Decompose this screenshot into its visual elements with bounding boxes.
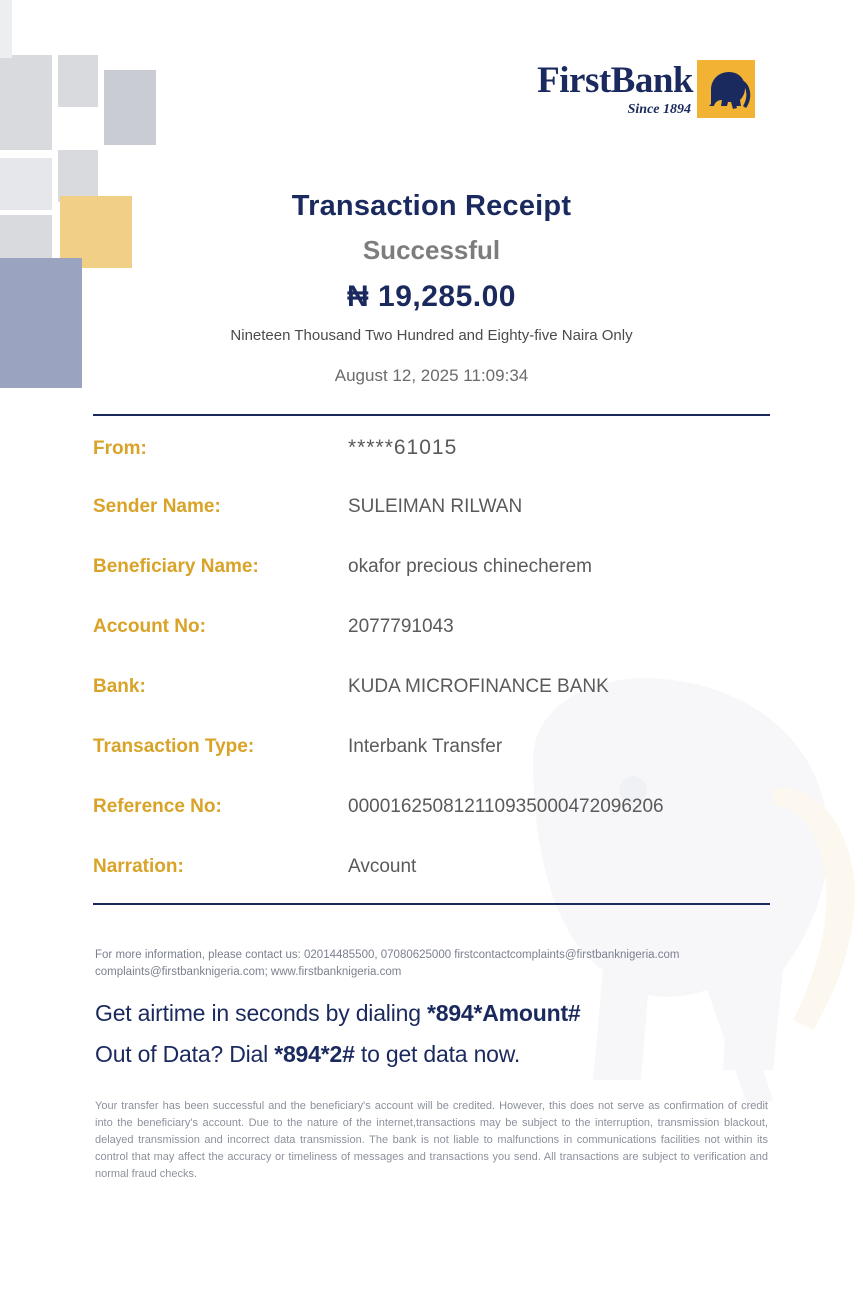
detail-value: SULEIMAN RILWAN (348, 496, 523, 517)
detail-value: Avcount (348, 856, 417, 877)
promo-prefix: Out of Data? Dial (95, 1041, 275, 1067)
detail-value: KUDA MICROFINANCE BANK (348, 676, 609, 697)
promo-line (95, 1041, 803, 1068)
divider-bottom (93, 903, 770, 905)
detail-value: Interbank Transfer (348, 736, 503, 757)
detail-value: *****61015 (348, 436, 458, 459)
deco-square (0, 0, 12, 58)
detail-value: 2077791043 (348, 616, 454, 637)
promo-code: *894*2# (274, 1041, 355, 1067)
promo-messages (95, 1000, 803, 1082)
detail-value: 000016250812110935000472096206 (348, 796, 664, 817)
page-title: Transaction Receipt (291, 190, 572, 222)
detail-row (93, 676, 803, 736)
detail-row (93, 436, 803, 496)
contact-line-2: complaints@firstbanknigeria.com; www.firstbanknigeria.com (95, 965, 402, 978)
transaction-details (93, 436, 803, 916)
detail-label: Account No: (93, 616, 206, 637)
detail-label: From: (93, 438, 147, 459)
elephant-icon (697, 60, 755, 118)
detail-label: Reference No: (93, 796, 222, 817)
logo-since: Since 1894 (627, 102, 691, 117)
receipt-header (0, 190, 863, 386)
divider-top (93, 414, 770, 416)
amount-in-words: Nineteen Thousand Two Hundred and Eighty-five Naira Only (230, 327, 633, 344)
deco-square (0, 55, 52, 150)
status-badge: Successful (362, 235, 501, 265)
contact-info (95, 947, 768, 980)
detail-label: Transaction Type: (93, 736, 255, 757)
disclaimer-text: Your transfer has been successful and the beneficiary's account will be credited. However, this does not serve as confirmation of credit into the beneficiary's account. Due to the nature of the internet,transactions may be subject to the interruption, transmission blackout, delayed transmission and incorrect data transmission. The bank is not liable to malfunctions in communications facilities not within its control that may affect the accuracy or timeliness of messages and transactions you send. All transactions are subject to verification and normal fraud checks. (95, 1100, 768, 1181)
amount-value: ₦ 19,285.00 (347, 280, 516, 313)
deco-square (104, 70, 156, 145)
detail-row (93, 556, 803, 616)
detail-row (93, 736, 803, 796)
detail-label: Sender Name: (93, 496, 221, 517)
detail-row (93, 856, 803, 916)
detail-row (93, 796, 803, 856)
detail-label: Beneficiary Name: (93, 556, 259, 577)
promo-line (95, 1000, 803, 1027)
promo-code: *894*Amount# (426, 1000, 581, 1026)
detail-row (93, 616, 803, 676)
logo-name: FirstBank (537, 60, 693, 101)
contact-line-1: For more information, please contact us: 02014485500, 07080625000 firstcontactcomplaints@firstbanknigeria.com (95, 949, 680, 961)
deco-square (58, 55, 98, 107)
transaction-datetime: August 12, 2025 11:09:34 (334, 366, 529, 385)
promo-prefix: Get airtime in seconds by dialing (95, 1000, 427, 1026)
promo-suffix: to get data now. (354, 1041, 521, 1067)
detail-value: okafor precious chinecherem (348, 556, 592, 577)
firstbank-logo (537, 62, 755, 118)
detail-label: Narration: (93, 856, 184, 877)
detail-label: Bank: (93, 676, 146, 697)
detail-row (93, 496, 803, 556)
